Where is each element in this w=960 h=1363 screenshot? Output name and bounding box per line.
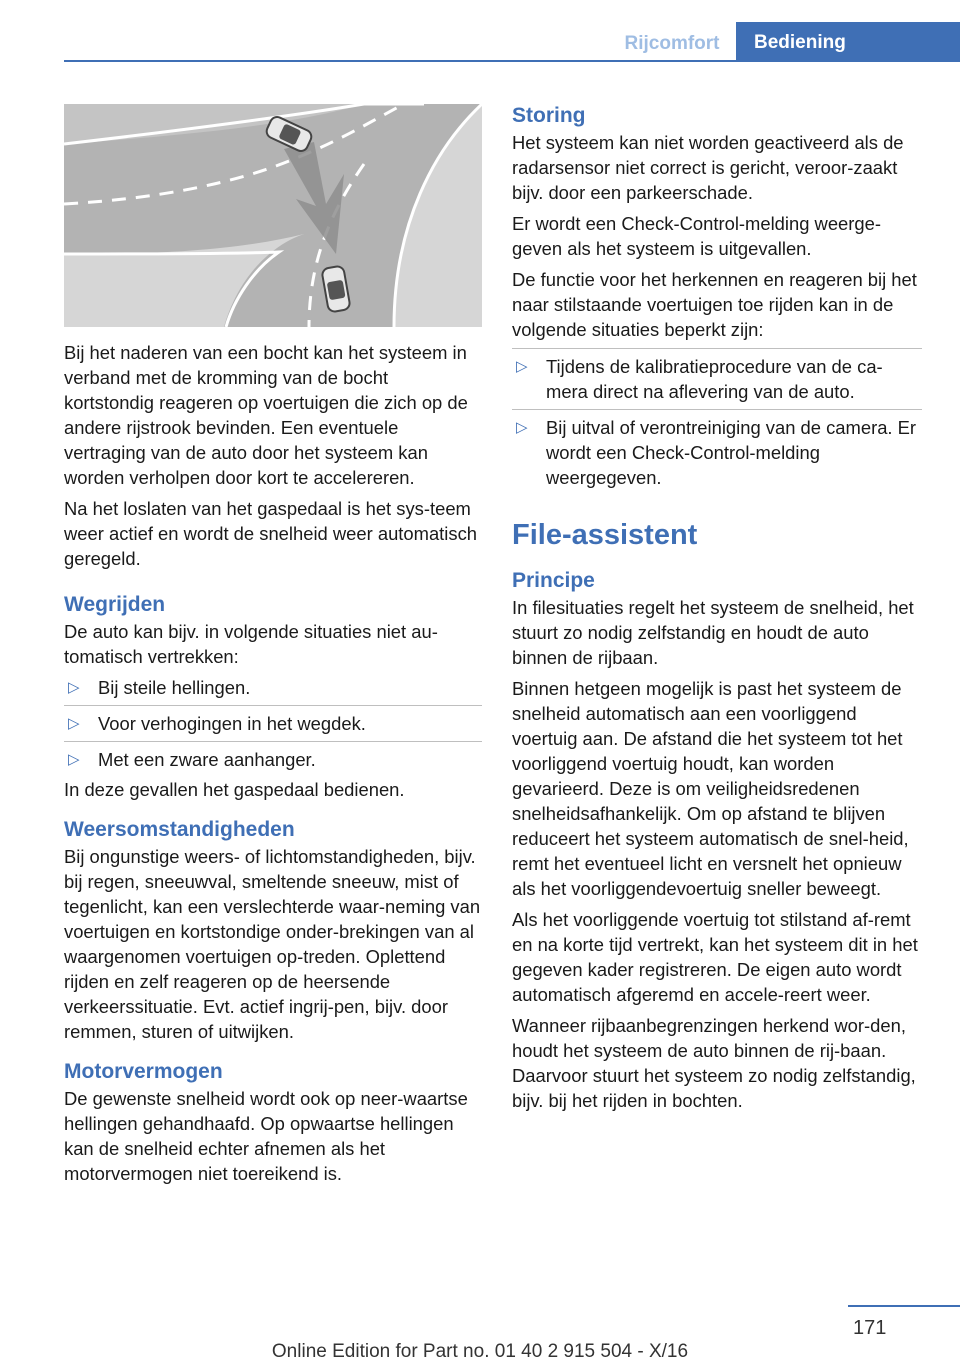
- weer-heading: Weersomstandigheden: [64, 818, 295, 841]
- motor-paragraph: De gewenste snelheid wordt ook op neer-waartse hellingen gehandhaafd. Op opwaartse hellingen kan de snelheid echter afnemen als het motorvermogen niet toereikend is.: [64, 1088, 468, 1184]
- storing-paragraph-3: De functie voor het herkennen en reageren bij het naar stilstaande voertuigen toe rijden kan in de volgende situaties beperkt zijn:: [512, 269, 917, 340]
- principe-paragraph-2: Binnen hetgeen mogelijk is past het systeem de snelheid automatisch aan een voorliggend voertuig aan. De afstand die het systeem tot het voorliggend voertuig houdt, kan worden gevarieerd. Deze is om veiligheidsredenen snelheidsafhankelijk. Om op afstand te blijven reduceert het systeem automatisch de snel-heid, remt het eventueel licht en versnelt het opnieuw als het voorliggendevoertuig sneller beweegt.: [512, 678, 909, 899]
- curve-illustration: [64, 104, 482, 327]
- list-item: ▷ Met een zware aanhanger.: [68, 749, 316, 770]
- triangle-right-icon: ▷: [516, 419, 528, 436]
- edition-text: Online Edition for Part no. 01 40 2 915 504 - X/16: [271, 1341, 689, 1362]
- storing-paragraph-2: Er wordt een Check-Control-melding weerge-geven als het systeem is uitgevallen.: [512, 213, 881, 259]
- file-assistent-heading: File-assistent: [512, 519, 698, 551]
- chapter-tab: Bediening: [736, 22, 960, 62]
- list-item: ▷ Tijdens de kalibratieprocedure van de ca-mera direct na aflevering van de auto.: [512, 354, 922, 410]
- triangle-right-icon: ▷: [68, 679, 80, 696]
- motor-heading: Motorvermogen: [64, 1060, 223, 1083]
- triangle-right-icon: ▷: [68, 715, 80, 732]
- principe-paragraph-3: Als het voorliggende voertuig tot stilstand af-remt en na korte tijd vertrekt, kan het systeem dit in het gegeven kader registreren. De eigen auto wordt automatisch afgeremd en accele-reert weer.: [512, 909, 918, 1005]
- triangle-right-icon: ▷: [68, 751, 80, 768]
- wegrijden-heading: Wegrijden: [64, 593, 166, 616]
- page-number: 171: [853, 1317, 887, 1339]
- left-column: [64, 340, 482, 1192]
- principe-paragraph-4: Wanneer rijbaanbegrenzingen herkend wor-den, houdt het systeem de auto binnen de rij-baan. Daarvoor stuurt het systeem zo nodig zelfstandig, bijv. bij het rijden in bochten.: [512, 1015, 916, 1111]
- wegrijden-list: [64, 675, 482, 777]
- list-item: ▷ Bij uitval of verontreiniging van de camera. Er wordt een Check-Control-melding weergegeven.: [516, 417, 917, 488]
- weer-paragraph: Bij ongunstige weers- of lichtomstandigheden, bijv. bij regen, sneeuwval, smeltende sneeuw, mist of tegenlicht, kan een verslechterde waar-neming van voertuigen en kortstondige onder-brekingen van al waargenomen voertuigen op-treden. Oplettend rijden en zelf reageren op de heersende verkeerssituatie. Evt. actief ingrij-pen, bijv. door remmen, sturen of uitwijken.: [64, 846, 481, 1042]
- list-item: ▷ Bij steile hellingen.: [64, 675, 482, 706]
- wegrijden-after: In deze gevallen het gaspedaal bedienen.: [64, 779, 405, 800]
- storing-paragraph-1: Het systeem kan niet worden geactiveerd als de radarsensor niet correct is gericht, veroor-zaakt bijv. door een parkeerschade.: [512, 132, 904, 203]
- page-header: [0, 0, 960, 62]
- intro-paragraph-1: Bij het naderen van een bocht kan het systeem in verband met de kromming van de bocht kortstondig reageren op voertuigen die zich op de andere rijstrook bevinden. Een eventuele vertraging van de auto door het systeem kan worden verholpen door kort te accelereren.: [64, 342, 468, 488]
- storing-list: [512, 348, 922, 495]
- triangle-right-icon: ▷: [516, 358, 528, 375]
- intro-paragraph-2: Na het loslaten van het gaspedaal is het sys-teem weer actief en wordt de snelheid weer automatisch geregeld.: [64, 498, 477, 569]
- right-column: [512, 102, 922, 1119]
- principe-heading: Principe: [512, 569, 595, 592]
- footer-rule: [848, 1305, 960, 1307]
- principe-paragraph-1: In filesituaties regelt het systeem de snelheid, het stuurt zo nodig zelfstandig en houdt de auto binnen de rijbaan.: [512, 597, 914, 668]
- wegrijden-paragraph: De auto kan bijv. in volgende situaties niet au-tomatisch vertrekken:: [64, 621, 438, 667]
- section-tab: Rijcomfort: [624, 33, 720, 54]
- header-rule: [64, 60, 960, 62]
- list-item: ▷ Voor verhogingen in het wegdek.: [64, 711, 482, 742]
- storing-heading: Storing: [512, 104, 586, 127]
